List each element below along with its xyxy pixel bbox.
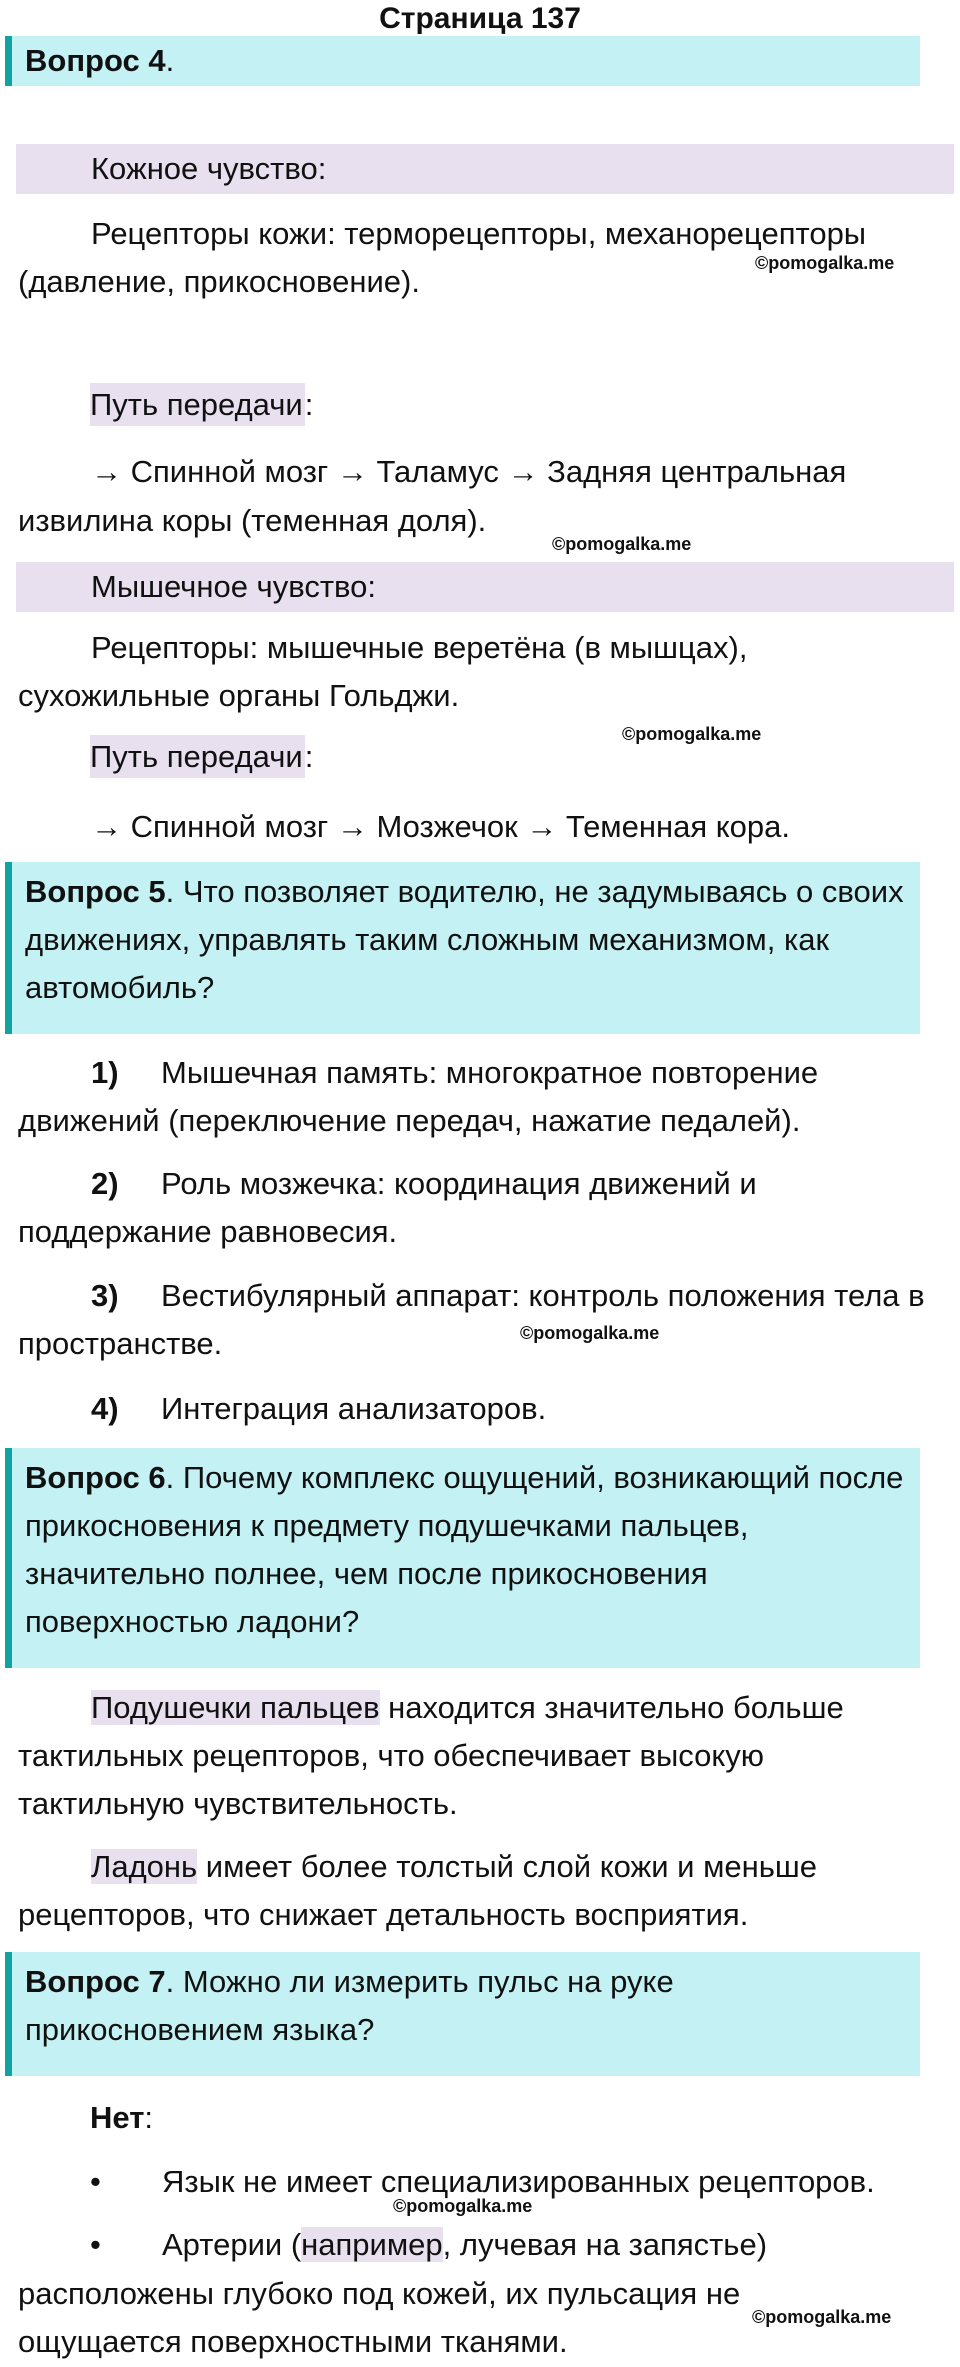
question-4-label: Вопрос 4 — [25, 43, 166, 78]
bullet-text-1: Язык не имеет специализированных рецепторов. — [162, 2164, 875, 2199]
question-5-box — [5, 862, 920, 1034]
bullet-icon: • — [90, 2227, 101, 2262]
skin-sense-heading: Кожное чувство: — [91, 151, 327, 186]
answer-no-row — [90, 2094, 153, 2142]
muscle-receptors-paragraph: Рецепторы: мышечные веретёна (в мышцах), сухожильные органы Гольджи. — [18, 630, 748, 713]
palm-paragraph — [18, 1843, 938, 1939]
question-5-text: . Что позволяет водителю, не задумываясь о своих движениях, управлять таким сложным механизмом, как автомобиль? — [25, 874, 904, 1005]
bullet-text-2-line-3: ощущается поверхностными тканями. — [18, 2324, 568, 2359]
answer-item-4 — [18, 1385, 938, 1433]
question-7-box — [5, 1952, 920, 2076]
bullet-text-2-line-1 — [162, 2221, 767, 2269]
path-label: Путь передачи — [90, 383, 305, 426]
muscle-sense-heading-band — [16, 562, 954, 612]
answer-item-3 — [18, 1272, 938, 1368]
palm-highlight: Ладонь — [91, 1849, 198, 1884]
bullet-text-2-end: , лучевая на запястье) — [442, 2227, 768, 2262]
muscle-sense-heading: Мышечное чувство: — [91, 569, 376, 604]
question-6-box — [5, 1448, 920, 1668]
answer-no: Нет — [90, 2100, 145, 2135]
page-title: Страница 137 — [379, 2, 581, 35]
watermark: ©pomogalka.me — [755, 253, 895, 273]
skin-path-label-row — [90, 386, 315, 424]
item-text: Вестибулярный аппарат: контроль положения тела в пространстве. — [18, 1278, 925, 1361]
muscle-path-line: → Спинной мозг → Мозжечок → Теменная кора. — [91, 809, 790, 844]
skin-path-line-1: → Спинной мозг → Таламус → Задняя центральная — [91, 454, 847, 489]
path-label-colon: : — [304, 739, 314, 774]
fingertips-text: находится значительно больше тактильных рецепторов, что обеспечивает высокую тактильную чувствительность. — [18, 1690, 844, 1821]
skin-receptors-paragraph: Рецепторы кожи: терморецепторы, механорецепторы (давление, прикосновение). — [18, 216, 867, 299]
question-6-text: . Почему комплекс ощущений, возникающий после прикосновения к предмету подушечками пальцев, значительно полнее, чем после прикосновения поверхностью ладони? — [25, 1460, 904, 1639]
fingertips-highlight: Подушечки пальцев — [91, 1690, 380, 1725]
question-5-label: Вопрос 5 — [25, 874, 166, 909]
palm-text: имеет более толстый слой кожи и меньше рецепторов, что снижает детальность восприятия. — [18, 1849, 818, 1932]
item-text: Интеграция анализаторов. — [161, 1391, 547, 1426]
answer-no-colon: : — [144, 2100, 154, 2135]
example-highlight: например — [301, 2227, 443, 2262]
watermark: ©pomogalka.me — [752, 2307, 892, 2327]
question-4-box — [5, 36, 920, 86]
item-number: 3) — [91, 1278, 119, 1313]
item-number: 4) — [91, 1391, 119, 1426]
muscle-path-label-row — [90, 738, 315, 776]
skin-sense-heading-band — [16, 144, 954, 194]
item-text: Мышечная память: многократное повторение движений (переключение передач, нажатие педалей). — [18, 1055, 819, 1138]
fingertips-paragraph — [18, 1684, 938, 1828]
bullet-text-2-line-2: расположены глубоко под кожей, их пульсация не — [18, 2276, 741, 2311]
skin-path-line-2: извилина коры (теменная доля). — [18, 503, 487, 538]
answer-item-1 — [18, 1049, 938, 1145]
bullet-icon: • — [90, 2164, 101, 2199]
watermark: ©pomogalka.me — [622, 724, 762, 744]
watermark: ©pomogalka.me — [520, 1323, 660, 1343]
question-7-label: Вопрос 7 — [25, 1964, 166, 1999]
question-4-text: . — [165, 43, 175, 78]
answer-item-2 — [18, 1160, 938, 1256]
path-label-colon: : — [304, 387, 314, 422]
item-number: 2) — [91, 1166, 119, 1201]
watermark: ©pomogalka.me — [393, 2196, 533, 2216]
bullet-text-2-start: Артерии ( — [162, 2227, 302, 2262]
question-7-text: . Можно ли измерить пульс на руке прикосновением языка? — [25, 1964, 674, 2047]
item-number: 1) — [91, 1055, 119, 1090]
watermark: ©pomogalka.me — [552, 534, 692, 554]
path-label: Путь передачи — [90, 735, 305, 778]
item-text: Роль мозжечка: координация движений и поддержание равновесия. — [18, 1166, 757, 1249]
question-6-label: Вопрос 6 — [25, 1460, 166, 1495]
